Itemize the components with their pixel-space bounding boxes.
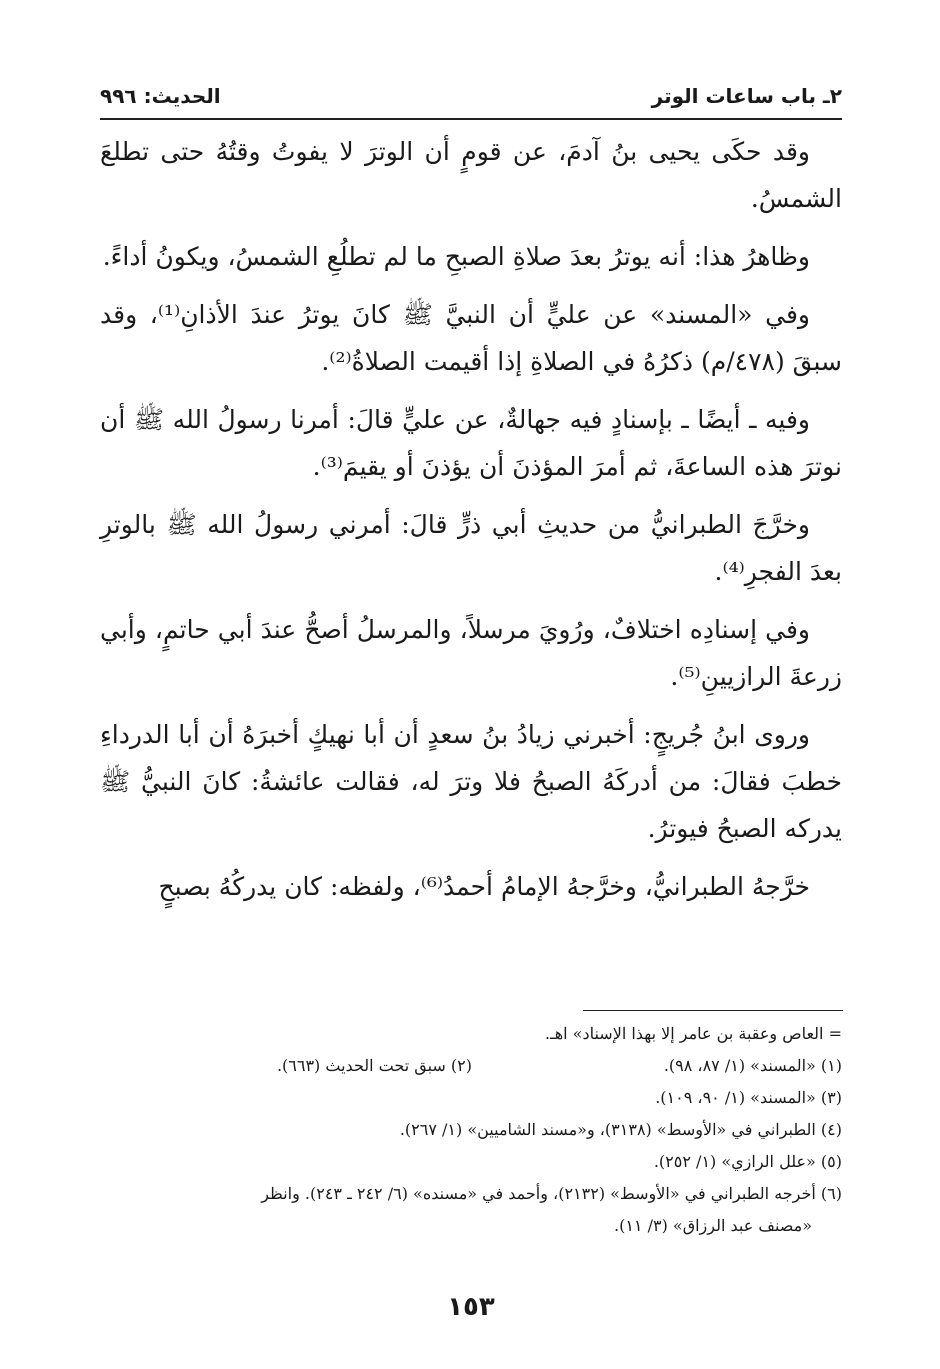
paragraph: خرَّجهُ الطبرانيُّ، وخرَّجهُ الإمامُ أحمدُ⁽⁶⁾، ولفظه: كان يدركُهُ بصبحٍ <box>158 872 810 901</box>
footnote-5: (٥) «علل الرازي» (١/ ٢٥٢). <box>653 1152 842 1171</box>
header-divider <box>100 118 842 120</box>
paragraph: وفي إسنادِه اختلافٌ، ورُويَ مرسلاً، والمرسلُ أصحُّ عندَ أبي حاتمٍ، وأبي زرعةَ الرازيينِ⁽⁵⁾. <box>100 615 842 691</box>
paragraph: وخرَّجَ الطبرانيُّ من حديثِ أبي ذرٍّ قالَ: أمرني رسولُ الله ﷺ بالوترِ بعدَ الفجرِ⁽⁴⁾. <box>100 510 842 586</box>
paragraph: وظاهرُ هذا: أنه يوترُ بعدَ صلاةِ الصبحِ ما لم تطلُعِ الشمسُ، ويكونُ أداءً. <box>102 242 810 271</box>
page-number: ١٥٣ <box>447 1292 495 1322</box>
paragraph: وفيه ـ أيضًا ـ بإسنادٍ فيه جهالةٌ، عن عليٍّ قالَ: أمرنا رسولُ الله ﷺ أن نوترَ هذه الساعةَ، ثم أمرَ المؤذنَ أن يؤذنَ أو يقيمَ⁽³⁾. <box>100 405 842 481</box>
paragraph: وفي «المسند» عن عليٍّ أن النبيَّ ﷺ كانَ يوترُ عندَ الأذانِ⁽¹⁾، وقد سبقَ (٤٧٨/م) ذكرُهُ في الصلاةِ إذا أقيمت الصلاةُ⁽²⁾. <box>100 300 842 376</box>
hadith-number: الحديث: ٩٩٦ <box>100 84 221 108</box>
main-text <box>100 128 842 921</box>
footnote-4: (٤) الطبراني في «الأوسط» (٣١٣٨)، و«مسند الشاميين» (١/ ٢٦٧). <box>399 1120 842 1139</box>
running-header <box>100 76 842 116</box>
paragraph: وقد حكَى يحيى بنُ آدمَ، عن قومٍ أن الوترَ لا يفوتُ وقتُهُ حتى تطلعَ الشمسُ. <box>100 137 842 213</box>
footnote-1: (١) «المسند» (١/ ٨٧، ٩٨). <box>663 1056 842 1075</box>
paragraph: وروى ابنُ جُريجٍ: أخبرني زيادُ بنُ سعدٍ أن أبا نهيكٍ أخبرَهُ أن أبا الدرداءِ خطبَ فقالَ: من أدركَهُ الصبحُ فلا وترَ له، فقالت عائشةُ: كانَ النبيُّ ﷺ يدركه الصبحُ فيوترُ. <box>100 720 842 843</box>
footnote-6-continuation: «مصنف عبد الرزاق» (٣/ ١١). <box>613 1216 812 1235</box>
footnotes <box>100 1018 842 1242</box>
footnote-divider <box>583 1010 843 1011</box>
chapter-title: ٢ـ باب ساعات الوتر <box>651 84 842 108</box>
footnote-continuation: = العاص وعقبة بن عامر إلا بهذا الإسناد» اهـ. <box>544 1024 842 1043</box>
footnote-row <box>100 1050 842 1082</box>
footnote-6: (٦) أخرجه الطبراني في «الأوسط» (٢١٣٢)، وأحمد في «مسنده» (٦/ ٢٤٢ ـ ٢٤٣). وانظر <box>261 1184 842 1203</box>
footnote-2: (٢) سبق تحت الحديث (٦٦٣). <box>276 1056 472 1075</box>
footnote-3: (٣) «المسند» (١/ ٩٠، ١٠٩). <box>655 1088 842 1107</box>
